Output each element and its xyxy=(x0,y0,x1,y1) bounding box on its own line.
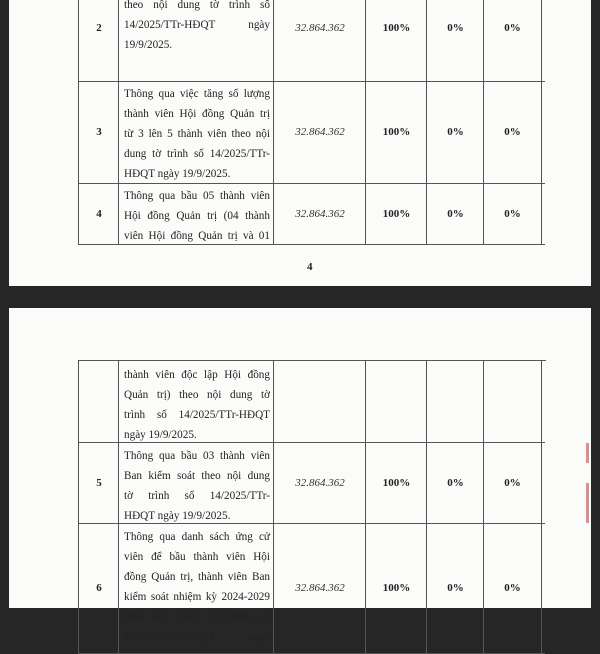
text-line: thành viên độc lập Hội đồng xyxy=(124,369,270,381)
table-row xyxy=(78,0,545,82)
resolution-text xyxy=(118,442,274,523)
text-line: theo nội dung tờ trình số xyxy=(124,0,270,11)
resolution-text xyxy=(118,361,274,442)
handwritten-mark xyxy=(586,443,589,463)
abstain-percent: 0% xyxy=(483,0,542,81)
table-row xyxy=(78,81,545,184)
text-line: thành viên Hội đồng Quản trị xyxy=(124,108,270,120)
document-page-4 xyxy=(9,0,591,286)
text-line: Hội đồng Quản trị (04 thành xyxy=(124,210,270,222)
row-number: 2 xyxy=(78,0,119,81)
agree-percent: 100% xyxy=(365,183,427,244)
table-row xyxy=(78,442,545,524)
text-line: HĐQT ngày 19/9/2025. xyxy=(124,168,231,180)
resolution-text xyxy=(118,183,274,244)
agree-percent: 100% xyxy=(365,442,427,523)
page-number: 4 xyxy=(307,261,313,273)
voting-shares: 32.864.362 xyxy=(273,183,366,244)
voting-shares: 32.864.362 xyxy=(273,81,366,183)
abstain-percent: 0% xyxy=(483,442,542,523)
voting-shares: 32.864.362 xyxy=(273,442,366,523)
disagree-percent: 0% xyxy=(426,442,484,523)
voting-shares xyxy=(273,361,366,442)
text-line: 17/2025/TTr-HĐQT ngày xyxy=(124,631,270,643)
text-line: trình số 14/2025/TTr-HĐQT xyxy=(124,409,270,421)
text-line: tờ trình số 14/2025/TTr- xyxy=(124,490,270,502)
row-number: 6 xyxy=(78,523,119,653)
table-row xyxy=(78,361,545,443)
text-line: Thông qua bầu 03 thành viên xyxy=(124,450,270,462)
agree-percent: 100% xyxy=(365,0,427,81)
resolution-text xyxy=(118,81,274,183)
table-row xyxy=(78,523,545,654)
disagree-percent: 0% xyxy=(426,183,484,244)
text-line: 14/2025/TTr-HĐQT ngày xyxy=(124,19,270,31)
text-line: Thông qua việc tăng số lượng xyxy=(124,88,270,100)
row-number xyxy=(78,361,119,442)
voting-shares: 32.864.362 xyxy=(273,523,366,653)
voting-shares: 32.864.362 xyxy=(273,0,366,81)
text-line: 19/9/2025. xyxy=(124,39,173,51)
text-line: Ban kiểm soát theo nội dung xyxy=(124,470,270,482)
text-line: Quản trị) theo nội dung tờ xyxy=(124,389,270,401)
resolution-text xyxy=(118,523,274,653)
text-line: Thông qua bầu 05 thành viên xyxy=(124,190,270,202)
disagree-percent xyxy=(426,361,484,442)
agree-percent: 100% xyxy=(365,523,427,653)
text-line: đồng Quản trị, thành viên Ban xyxy=(124,571,270,583)
disagree-percent: 0% xyxy=(426,81,484,183)
disagree-percent: 0% xyxy=(426,523,484,653)
row-number: 3 xyxy=(78,81,119,183)
handwritten-mark xyxy=(586,483,589,523)
row-number: 5 xyxy=(78,442,119,523)
abstain-percent: 0% xyxy=(483,183,542,244)
abstain-percent: 0% xyxy=(483,523,542,653)
text-line: kiểm soát nhiệm kỳ 2024-2029 xyxy=(124,591,270,603)
text-line: Thông qua danh sách ứng cử xyxy=(124,531,270,543)
text-line: dung tờ trình số 14/2025/TTr- xyxy=(124,148,270,160)
text-line: viên Hội đồng Quản trị và 01 xyxy=(124,230,270,242)
voting-results-table-continued xyxy=(78,360,546,643)
row-number: 4 xyxy=(78,183,119,244)
text-line: HĐQT ngày 19/9/2025. xyxy=(124,510,231,522)
document-page-5 xyxy=(9,308,591,643)
disagree-percent: 0% xyxy=(426,0,484,81)
abstain-percent xyxy=(483,361,542,442)
abstain-percent: 0% xyxy=(483,81,542,183)
resolution-text xyxy=(118,0,274,81)
text-line: từ 3 lên 5 thành viên theo nội xyxy=(124,128,270,140)
agree-percent: 100% xyxy=(365,81,427,183)
text-line: theo nội dung tờ trình số xyxy=(124,611,270,623)
table-row xyxy=(78,183,545,245)
text-line: ngày 19/9/2025. xyxy=(124,429,197,441)
text-line: viên để bầu thành viên Hội xyxy=(124,551,270,563)
agree-percent xyxy=(365,361,427,442)
